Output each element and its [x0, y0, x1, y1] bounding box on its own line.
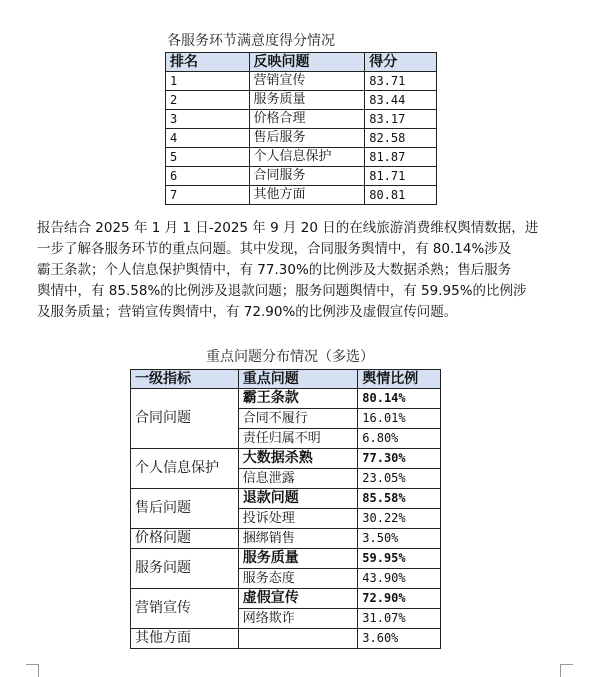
- ratio-cell: 80.14%: [358, 389, 441, 409]
- rank-cell: 4: [166, 129, 250, 148]
- score-cell: 81.71: [365, 167, 437, 186]
- category-cell: 售后问题: [131, 489, 239, 529]
- ratio-cell: 3.60%: [358, 629, 441, 649]
- table-row: [166, 129, 437, 148]
- table-row: [131, 529, 441, 549]
- table-row: [166, 148, 437, 167]
- page-corner-mark: [26, 664, 39, 677]
- category-cell: 个人信息保护: [131, 449, 239, 489]
- header-issue: 反映问题: [249, 53, 365, 72]
- issue-cell: 大数据杀熟: [238, 449, 358, 469]
- page-corner-mark: [560, 664, 573, 677]
- category-cell: 合同问题: [131, 389, 239, 449]
- issue-cell: 售后服务: [249, 129, 365, 148]
- issue-cell: 责任归属不明: [238, 429, 358, 449]
- table-row: [131, 629, 441, 649]
- issue-cell: 网络欺诈: [238, 609, 358, 629]
- table-row: [166, 186, 437, 205]
- ratio-cell: 3.50%: [358, 529, 441, 549]
- ratio-cell: 85.58%: [358, 489, 441, 509]
- header-ratio: 舆情比例: [358, 370, 441, 389]
- ratio-cell: 43.90%: [358, 569, 441, 589]
- table-row: [131, 489, 441, 509]
- paragraph-line: 及服务质量；营销宣传舆情中，有 72.90%的比例涉及虚假宣传问题。: [37, 304, 458, 320]
- analysis-paragraph: [37, 218, 567, 323]
- table-row: [131, 589, 441, 609]
- header-score: 得分: [365, 53, 437, 72]
- rank-cell: 3: [166, 110, 250, 129]
- ratio-cell: 16.01%: [358, 409, 441, 429]
- table2-caption: 重点问题分布情况（多选）: [206, 349, 374, 365]
- category-cell: 价格问题: [131, 529, 239, 549]
- issue-cell: 虚假宣传: [238, 589, 358, 609]
- issue-cell: 合同不履行: [238, 409, 358, 429]
- table1-body: [166, 72, 437, 205]
- table-row: [166, 167, 437, 186]
- issue-cell: 信息泄露: [238, 469, 358, 489]
- header-key-issue: 重点问题: [238, 370, 358, 389]
- score-cell: 83.71: [365, 72, 437, 91]
- table-header-row: [166, 53, 437, 72]
- issue-cell: 服务态度: [238, 569, 358, 589]
- key-issues-table: [130, 369, 441, 649]
- issue-cell: 投诉处理: [238, 509, 358, 529]
- issue-cell: 霸王条款: [238, 389, 358, 409]
- issue-cell: [238, 629, 358, 649]
- satisfaction-score-table: [165, 52, 437, 205]
- category-cell: 服务问题: [131, 549, 239, 589]
- issue-cell: 价格合理: [249, 110, 365, 129]
- score-cell: 83.17: [365, 110, 437, 129]
- issue-cell: 捆绑销售: [238, 529, 358, 549]
- header-rank: 排名: [166, 53, 250, 72]
- table-row: [131, 389, 441, 409]
- table-row: [166, 110, 437, 129]
- header-level1: 一级指标: [131, 370, 239, 389]
- category-cell: 营销宣传: [131, 589, 239, 629]
- table-row: [166, 91, 437, 110]
- paragraph-line: 舆情中，有 85.58%的比例涉及退款问题；服务问题舆情中，有 59.95%的比例涉: [37, 283, 527, 299]
- issue-cell: 合同服务: [249, 167, 365, 186]
- rank-cell: 2: [166, 91, 250, 110]
- paragraph-line: 霸王条款；个人信息保护舆情中，有 77.30%的比例涉及大数据杀熟；售后服务: [37, 262, 512, 278]
- rank-cell: 6: [166, 167, 250, 186]
- ratio-cell: 31.07%: [358, 609, 441, 629]
- issue-cell: 其他方面: [249, 186, 365, 205]
- rank-cell: 1: [166, 72, 250, 91]
- table1-caption: 各服务环节满意度得分情况: [167, 33, 335, 49]
- table2-body: [131, 389, 441, 649]
- rank-cell: 5: [166, 148, 250, 167]
- category-cell: 其他方面: [131, 629, 239, 649]
- rank-cell: 7: [166, 186, 250, 205]
- ratio-cell: 72.90%: [358, 589, 441, 609]
- issue-cell: 服务质量: [238, 549, 358, 569]
- score-cell: 83.44: [365, 91, 437, 110]
- paragraph-line: 一步了解各服务环节的重点问题。其中发现，合同服务舆情中，有 80.14%涉及: [37, 241, 512, 257]
- table-header-row: [131, 370, 441, 389]
- issue-cell: 退款问题: [238, 489, 358, 509]
- issue-cell: 服务质量: [249, 91, 365, 110]
- score-cell: 81.87: [365, 148, 437, 167]
- paragraph-line: 报告结合 2025 年 1 月 1 日-2025 年 9 月 20 日的在线旅游消费维权舆情数据，进: [37, 220, 539, 236]
- score-cell: 80.81: [365, 186, 437, 205]
- ratio-cell: 23.05%: [358, 469, 441, 489]
- issue-cell: 个人信息保护: [249, 148, 365, 167]
- table-row: [131, 549, 441, 569]
- issue-cell: 营销宣传: [249, 72, 365, 91]
- score-cell: 82.58: [365, 129, 437, 148]
- table-row: [166, 72, 437, 91]
- table-row: [131, 449, 441, 469]
- ratio-cell: 77.30%: [358, 449, 441, 469]
- ratio-cell: 59.95%: [358, 549, 441, 569]
- ratio-cell: 6.80%: [358, 429, 441, 449]
- ratio-cell: 30.22%: [358, 509, 441, 529]
